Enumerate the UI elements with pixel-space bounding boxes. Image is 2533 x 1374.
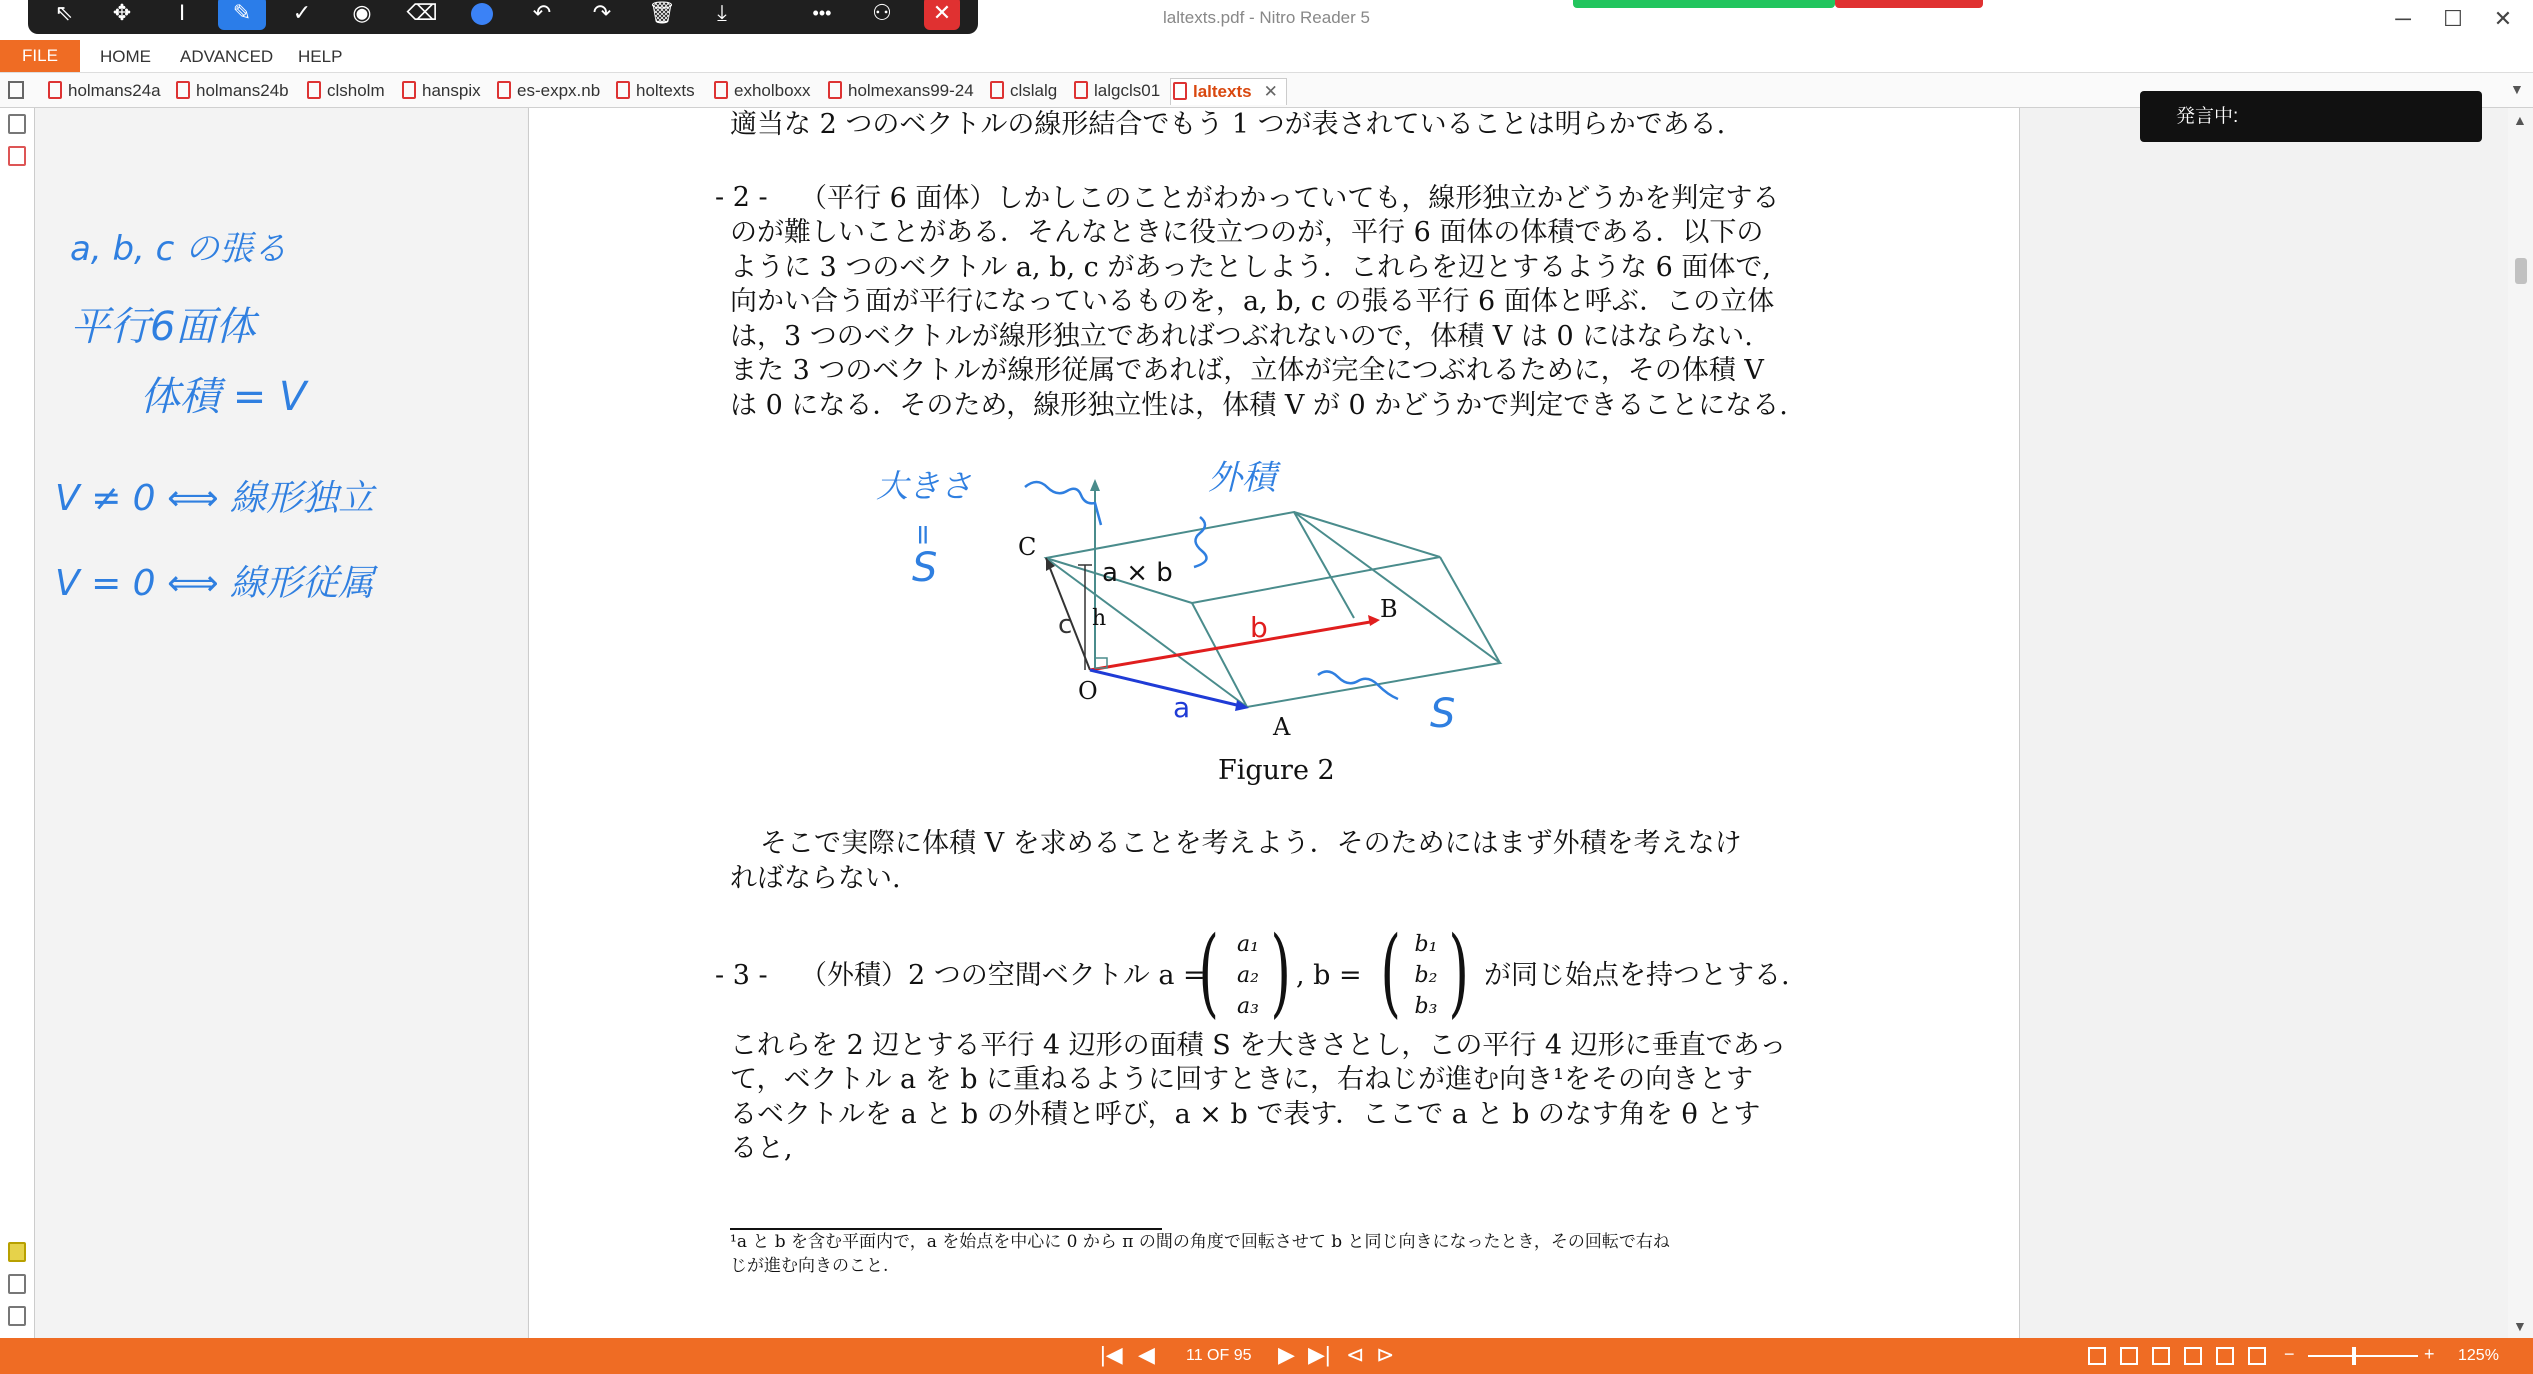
label-O: O <box>1078 677 1098 705</box>
vertical-scrollbar[interactable] <box>2508 108 2533 1338</box>
trash-icon[interactable]: 🗑 <box>648 0 676 25</box>
ink-equals: = <box>907 523 940 547</box>
comments-panel-icon[interactable] <box>8 1242 26 1262</box>
tab-holtexts[interactable]: holtexts <box>614 78 695 104</box>
edge-right <box>1440 557 1500 663</box>
section2-line-4: は，3 つのベクトルが線形独立であればつぶれないので，体積 V は 0 にはならない. <box>730 321 1753 352</box>
user-icon[interactable]: ⚇ <box>872 0 892 25</box>
window-title: laltexts.pdf - Nitro Reader 5 <box>1163 8 1370 27</box>
section2-line-3: 向かい合う面が平行になっているものを，a, b, c の張る平行 6 面体と呼ぶ．この立体 <box>730 286 1775 317</box>
right-gutter <box>2019 108 2508 1338</box>
ink-squiggle-1 <box>1025 482 1101 525</box>
tab-lalgcls01[interactable]: lalgcls01 <box>1072 78 1160 104</box>
section3-sep: , b = <box>1296 960 1362 991</box>
check-icon[interactable]: ✓ <box>292 0 312 25</box>
section2-line-6: は 0 になる．そのため，線形独立性は，体積 V が 0 かどうかで判定できることになる. <box>730 390 1788 421</box>
vec-b-3: b₃ <box>1414 994 1438 1019</box>
color-dot-icon[interactable] <box>458 0 506 30</box>
tab-close-icon[interactable]: ✕ <box>1263 82 1278 101</box>
parallelepiped-edges <box>1046 512 1500 707</box>
section2-line-1: のが難しいことがある．そんなときに役立つのが，平行 6 面体の体積である．以下の <box>730 217 1764 248</box>
figure-caption: Figure 2 <box>1218 755 1335 786</box>
section3-line-3: ると, <box>730 1133 793 1164</box>
last-page-icon[interactable]: ▶| <box>1308 1342 1331 1367</box>
pdf-icon <box>828 81 842 99</box>
section3-tail: が同じ始点を持つとする. <box>1484 960 1790 991</box>
undo-icon[interactable]: ↶ <box>532 0 552 25</box>
menu-help[interactable]: HELP <box>298 47 343 66</box>
section2-line-0: （平行 6 面体）しかしこのことがわかっていても，線形独立かどうかを判定する <box>800 183 1780 214</box>
pen-icon[interactable]: ✎ <box>218 0 266 30</box>
move-icon[interactable]: ✥ <box>112 0 132 25</box>
maximize-button[interactable]: ☐ <box>2443 6 2463 31</box>
vec-a-1: a₁ <box>1237 932 1259 957</box>
pages-panel-icon[interactable] <box>8 114 26 134</box>
fit-width-icon[interactable] <box>2216 1347 2234 1365</box>
speaking-indicator: 発言中: <box>2140 91 2482 142</box>
section3-intro: （外積）2 つの空間ベクトル a = <box>800 960 1206 991</box>
label-h: h <box>1092 606 1107 631</box>
tab-clslalg[interactable]: clslalg <box>988 78 1057 104</box>
vec-a-left-paren: ( <box>1198 916 1220 1028</box>
progress-red <box>1835 0 1983 8</box>
section3-line-1: て，ベクトル a を b に重ねるように回すときに，右ねじが進む向き¹をその向きとす <box>730 1064 1753 1095</box>
menu-advanced[interactable]: ADVANCED <box>180 47 274 66</box>
section2-marker: - 2 - <box>715 182 768 213</box>
minimize-button[interactable]: ─ <box>2395 6 2411 31</box>
close-window-button[interactable]: ✕ <box>2493 6 2513 31</box>
edge-front <box>1192 603 1247 707</box>
single-page-view-icon[interactable] <box>2088 1347 2106 1365</box>
pdf-icon <box>616 81 630 99</box>
back-view-icon[interactable]: ⊲ <box>1346 1342 1365 1367</box>
vec-b-2: b₂ <box>1414 963 1438 988</box>
ink-squiggle-3 <box>1318 671 1398 699</box>
label-c: c <box>1058 610 1073 640</box>
para-after-1: ればならない. <box>730 863 901 894</box>
tab-exholboxx[interactable]: exholboxx <box>712 78 811 104</box>
vector-a <box>1228 932 1268 1019</box>
tab-holmans24a[interactable]: holmans24a <box>46 78 161 104</box>
text-cursor-icon[interactable]: I <box>178 0 186 25</box>
note-line-3: 体積 = V <box>140 374 307 420</box>
redo-icon[interactable]: ↷ <box>592 0 612 25</box>
pdf-icon <box>1074 81 1088 99</box>
facing-view-icon[interactable] <box>2152 1347 2170 1365</box>
section3-marker: - 3 - <box>715 960 768 991</box>
pdf-icon <box>176 81 190 99</box>
section3-line-2: るベクトルを a と b の外積と呼び，a × b で表す．ここで a と b のなす角を θ とす <box>730 1099 1761 1130</box>
forward-view-icon[interactable]: ⊳ <box>1376 1342 1395 1367</box>
ink-outer-product: 外積 <box>1208 458 1276 498</box>
figure-ink-squiggles <box>1025 482 1398 699</box>
axb-arrowhead <box>1090 479 1100 491</box>
page-indicator[interactable]: 11 OF 95 <box>1186 1347 1252 1364</box>
fit-page-icon[interactable] <box>2248 1347 2266 1365</box>
label-a: a <box>1173 691 1191 724</box>
scroll-up-icon[interactable]: ▲ <box>2513 112 2527 128</box>
vec-b-1: b₁ <box>1414 932 1438 957</box>
ink-S-left: S <box>912 545 938 591</box>
tab-list-icon[interactable] <box>8 81 24 99</box>
tab-dropdown-icon[interactable]: ▼ <box>2510 81 2524 97</box>
close-icon[interactable]: ✕ <box>924 0 960 30</box>
pdf-icon <box>990 81 1004 99</box>
label-axb: a × b <box>1102 558 1173 588</box>
attachments-panel-icon[interactable] <box>8 1274 26 1294</box>
para-after-0: そこで実際に体積 V を求めることを考えよう．そのためにはまず外積を考えなけ <box>760 828 1742 859</box>
vec-a-right-paren: ) <box>1270 916 1292 1028</box>
menu-file[interactable]: FILE <box>0 40 80 72</box>
select-arrow-icon[interactable]: ⇖ <box>54 0 74 25</box>
pdf-icon <box>48 81 62 99</box>
highlighter-icon[interactable]: ◉ <box>352 0 372 25</box>
tab-holmexans99-24[interactable]: holmexans99-24 <box>826 78 974 104</box>
footnote-line-0: ¹a と b を含む平面内で，a を始点を中心に 0 から π の間の角度で回転させて b と同じ向きになったとき，その回転で右ね <box>730 1232 1670 1252</box>
tab-es-expx[interactable]: es-expx.nb <box>495 78 600 104</box>
ink-size-label: 大きさ <box>876 467 973 505</box>
vec-a-3: a₃ <box>1237 994 1259 1019</box>
pdf-icon <box>1173 82 1187 100</box>
next-page-icon[interactable]: ▶ <box>1278 1342 1295 1367</box>
label-b: b <box>1250 611 1268 644</box>
label-C: C <box>1018 533 1037 561</box>
label-B: B <box>1380 595 1398 623</box>
zoom-in-icon[interactable]: + <box>2424 1344 2435 1364</box>
tab-clsholm[interactable]: clsholm <box>305 78 385 104</box>
note-line-5: V = 0 ⟺ 線形従属 <box>55 563 375 604</box>
pdf-icon <box>714 81 728 99</box>
section2-line-5: また 3 つのベクトルが線形従属であれば，立体が完全につぶれるために，その体積 V <box>730 355 1764 386</box>
pdf-icon <box>307 81 321 99</box>
continuous-view-icon[interactable] <box>2120 1347 2138 1365</box>
tab-hanspix[interactable]: hanspix <box>400 78 481 104</box>
edge-top-right <box>1192 557 1440 603</box>
pdf-icon <box>402 81 416 99</box>
zoom-slider[interactable] <box>2308 1355 2418 1357</box>
layers-panel-icon[interactable] <box>8 1306 26 1326</box>
status-bar <box>0 1338 2533 1374</box>
footnote <box>730 1230 1810 1278</box>
more-icon[interactable]: ••• <box>812 3 832 23</box>
menu-home[interactable]: HOME <box>100 47 151 66</box>
scroll-down-icon[interactable]: ▼ <box>2513 1318 2527 1334</box>
progress-green <box>1573 0 1835 8</box>
tab-laltexts[interactable]: laltexts ✕ <box>1170 78 1287 105</box>
pdf-icon <box>497 81 511 99</box>
scroll-thumb[interactable] <box>2515 258 2527 284</box>
label-A: A <box>1273 713 1291 741</box>
vector-b <box>1406 932 1446 1019</box>
section3-line-0: これらを 2 辺とする平行 4 辺形の面積 S を大きさとし，この平行 4 辺形に垂直であっ <box>730 1030 1787 1061</box>
bookmarks-panel-icon[interactable] <box>8 146 26 166</box>
footnote-line-1: じが進む向きのこと. <box>730 1256 889 1276</box>
menu-bar <box>0 40 2533 73</box>
note-line-1: a, b, c の張る <box>70 229 288 269</box>
face-bottom-back <box>1046 512 1500 707</box>
download-icon[interactable]: ⤓ <box>717 0 727 25</box>
vec-b-right-paren: ) <box>1448 916 1470 1028</box>
tab-holmans24b[interactable]: holmans24b <box>174 78 289 104</box>
note-line-2: 平行6面体 <box>70 304 256 350</box>
b-vector <box>1090 621 1376 670</box>
zoom-level[interactable]: 125% <box>2458 1347 2499 1364</box>
prev-page-icon[interactable]: ◀ <box>1138 1342 1155 1367</box>
first-page-icon[interactable]: |◀ <box>1100 1342 1123 1367</box>
vec-b-left-paren: ( <box>1380 916 1402 1028</box>
b-arrowhead <box>1368 615 1380 626</box>
zoom-slider-knob[interactable] <box>2352 1347 2356 1365</box>
section2-line-2: ように 3 つのベクトル a, b, c があったとしよう．これらを辺とするような 6 面体で, <box>730 252 1771 283</box>
eraser-icon[interactable]: ⌫ <box>406 0 438 25</box>
facing-continuous-view-icon[interactable] <box>2184 1347 2202 1365</box>
zoom-out-icon[interactable]: − <box>2284 1344 2295 1364</box>
text-line-top: 適当な 2 つのベクトルの線形結合でもう 1 つが表されていることは明らかである. <box>730 109 1726 140</box>
note-line-4: V ≠ 0 ⟺ 線形独立 <box>55 478 375 519</box>
figure-2-parallelepiped <box>860 455 1560 745</box>
ink-S-right: S <box>1430 691 1456 737</box>
handwritten-notes <box>40 200 520 640</box>
left-rail <box>0 108 35 1338</box>
pen-toolbar <box>28 0 978 34</box>
vec-a-2: a₂ <box>1237 963 1259 988</box>
ink-squiggle-2 <box>1194 517 1207 567</box>
